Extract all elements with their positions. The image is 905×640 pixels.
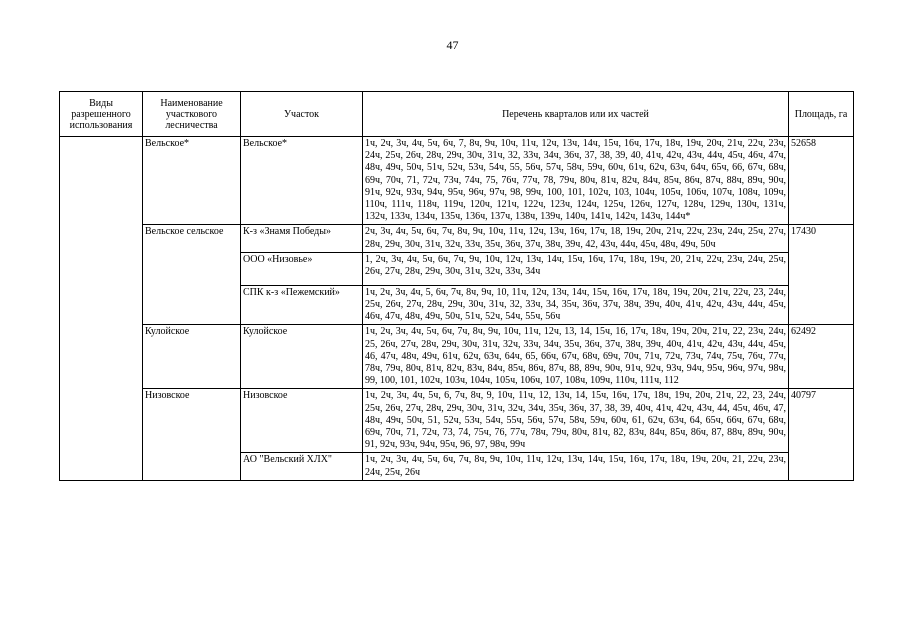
forestry-cell: Вельское* <box>143 137 241 225</box>
header-area: Площадь, га <box>789 92 854 137</box>
quarters-cell: 1ч, 2ч, 3ч, 4ч, 5ч, 6ч, 7ч, 8ч, 9ч, 10ч, 11ч, 12ч, 13, 14, 15ч, 16, 17ч, 18ч, 19ч, 20ч, 21ч, 22, 23ч, 24ч, 25, 26ч, 27ч, 28ч, 29ч, 30ч, 31ч, 32ч, 33ч, 34ч, 35ч, 36ч, 37ч, 38ч, 39ч, 40ч, 41ч, 42ч, 43ч, 44ч, 45ч, 46, 47ч, 48ч, 49ч, 61ч, 62ч, 63ч, 64ч, 65, 66ч, 67ч, 68ч, 69ч, 70ч, 71ч, 72ч, 73ч, 74ч, 75ч, 76ч, 77ч, 78ч, 79ч, 80ч, 81ч, 82ч, 83ч, 84ч, 85ч, 86ч, 87ч, 88, 89ч, 90ч, 91ч, 92ч, 93ч, 94ч, 95ч, 96ч, 97ч, 98ч, 99, 100, 101, 102ч, 103ч, 104ч, 105ч, 106ч, 107, 108ч, 109ч, 110ч, 111ч, 112 <box>363 325 789 389</box>
site-cell: АО "Вельский ХЛХ" <box>241 453 363 480</box>
quarters-cell: 1ч, 2ч, 3ч, 4ч, 5ч, 6ч, 7ч, 8ч, 9ч, 10ч, 11ч, 12ч, 13ч, 14ч, 15ч, 16ч, 17ч, 18ч, 19ч, 20ч, 21, 22ч, 23ч, 24ч, 25ч, 26ч <box>363 453 789 480</box>
table-row <box>60 325 854 389</box>
area-cell: 17430 <box>789 225 854 325</box>
site-cell: Низовское <box>241 389 363 453</box>
header-use-type: Виды разрешенного использования <box>60 92 143 137</box>
page-number: 47 <box>446 38 459 52</box>
area-cell: 40797 <box>789 389 854 480</box>
header-site: Участок <box>241 92 363 137</box>
forestry-cell: Низовское <box>143 389 241 480</box>
quarters-cell: 2ч, 3ч, 4ч, 5ч, 6ч, 7ч, 8ч, 9ч, 10ч, 11ч, 12ч, 13ч, 16ч, 17ч, 18, 19ч, 20ч, 21ч, 22ч, 23ч, 24ч, 25ч, 27ч, 28ч, 29ч, 30ч, 31ч, 32ч, 33ч, 35ч, 36ч, 37ч, 38ч, 39ч, 42, 43ч, 44ч, 45ч, 48ч, 49ч, 50ч <box>363 225 789 252</box>
site-cell: К-з «Знамя Победы» <box>241 225 363 252</box>
site-cell: Вельское* <box>241 137 363 225</box>
site-cell: ООО «Низовье» <box>241 252 363 285</box>
quarters-cell: 1ч, 2ч, 3ч, 4ч, 5, 6ч, 7ч, 8ч, 9ч, 10, 11ч, 12ч, 13ч, 14ч, 15ч, 16ч, 17ч, 18ч, 19ч, 20ч, 21ч, 22ч, 23, 24ч, 25ч, 26ч, 27ч, 28ч, 29ч, 30ч, 31ч, 32, 33ч, 34, 35ч, 36ч, 37ч, 38ч, 39ч, 40ч, 41ч, 42ч, 43ч, 44ч, 45ч, 46ч, 47ч, 48ч, 49ч, 50ч, 51ч, 52ч, 54ч, 55ч, 56ч <box>363 285 789 325</box>
table-row <box>60 225 854 252</box>
quarters-cell: 1ч, 2ч, 3ч, 4ч, 5ч, 6ч, 7, 8ч, 9ч, 10ч, 11ч, 12ч, 13ч, 14ч, 15ч, 16ч, 17ч, 18ч, 19ч, 20ч, 21ч, 22ч, 23ч, 24ч, 25ч, 26ч, 28ч, 29ч, 30ч, 31ч, 32, 33ч, 34ч, 36ч, 37, 38, 39, 40, 41ч, 42ч, 43ч, 44ч, 45ч, 46ч, 47ч, 48ч, 49ч, 50ч, 51ч, 52ч, 53ч, 54ч, 55, 56ч, 57ч, 58ч, 59ч, 60ч, 61ч, 62ч, 63ч, 64ч, 65ч, 66, 67ч, 68ч, 69ч, 70ч, 71, 72ч, 73ч, 74ч, 75, 76ч, 77ч, 78, 79ч, 80ч, 81ч, 82ч, 84ч, 85ч, 86ч, 87ч, 88ч, 89ч, 90ч, 91ч, 92ч, 93ч, 94ч, 95ч, 96ч, 97ч, 98, 99ч, 100, 101, 102ч, 103, 104ч, 105ч, 106ч, 107ч, 108ч, 109ч, 110ч, 111ч, 118ч, 119ч, 120ч, 121ч, 122ч, 123ч, 124ч, 125ч, 126ч, 127ч, 128ч, 129ч, 130ч, 131ч, 132ч, 133ч, 134ч, 135ч, 136ч, 137ч, 138ч, 139ч, 140ч, 141ч, 142ч, 143ч, 144ч* <box>363 137 789 225</box>
forestry-cell: Кулойское <box>143 325 241 389</box>
table-row <box>60 389 854 453</box>
site-cell: Кулойское <box>241 325 363 389</box>
header-forestry: Наименование участкового лесничества <box>143 92 241 137</box>
site-cell: СПК к-з «Пежемский» <box>241 285 363 325</box>
table-header-row <box>60 92 854 137</box>
forestry-cell: Вельское сельское <box>143 225 241 325</box>
quarters-cell: 1ч, 2ч, 3ч, 4ч, 5ч, 6, 7ч, 8ч, 9, 10ч, 11ч, 12, 13ч, 14, 15ч, 16ч, 17ч, 18ч, 19ч, 20ч, 21ч, 22, 23, 24ч, 25ч, 26ч, 27ч, 28ч, 29ч, 30ч, 31ч, 32ч, 34ч, 35ч, 36ч, 37, 38, 39, 40ч, 41ч, 42ч, 43ч, 44, 45ч, 46ч, 47, 48ч, 49ч, 50ч, 51, 52ч, 53ч, 54ч, 55ч, 56ч, 57ч, 58ч, 59ч, 60ч, 61, 62ч, 63ч, 64, 65ч, 66ч, 67ч, 68ч, 69ч, 70ч, 71, 72ч, 73, 74, 75ч, 76, 77ч, 78ч, 79ч, 80ч, 81ч, 82, 83ч, 84ч, 85ч, 86ч, 87, 88ч, 89ч, 90ч, 91, 92ч, 93ч, 94ч, 95ч, 96, 97, 98ч, 99ч <box>363 389 789 453</box>
use-type-cell <box>60 137 143 481</box>
header-quarters: Перечень кварталов или их частей <box>363 92 789 137</box>
area-cell: 62492 <box>789 325 854 389</box>
forest-quarters-table <box>59 91 854 481</box>
table-row <box>60 137 854 225</box>
quarters-cell: 1, 2ч, 3ч, 4ч, 5ч, 6ч, 7ч, 9ч, 10ч, 12ч, 13ч, 14ч, 15ч, 16ч, 17ч, 18ч, 19ч, 20, 21ч, 22ч, 23ч, 24ч, 25ч, 26ч, 27ч, 28ч, 29ч, 30ч, 31ч, 32ч, 33ч, 34ч <box>363 252 789 285</box>
area-cell: 52658 <box>789 137 854 225</box>
